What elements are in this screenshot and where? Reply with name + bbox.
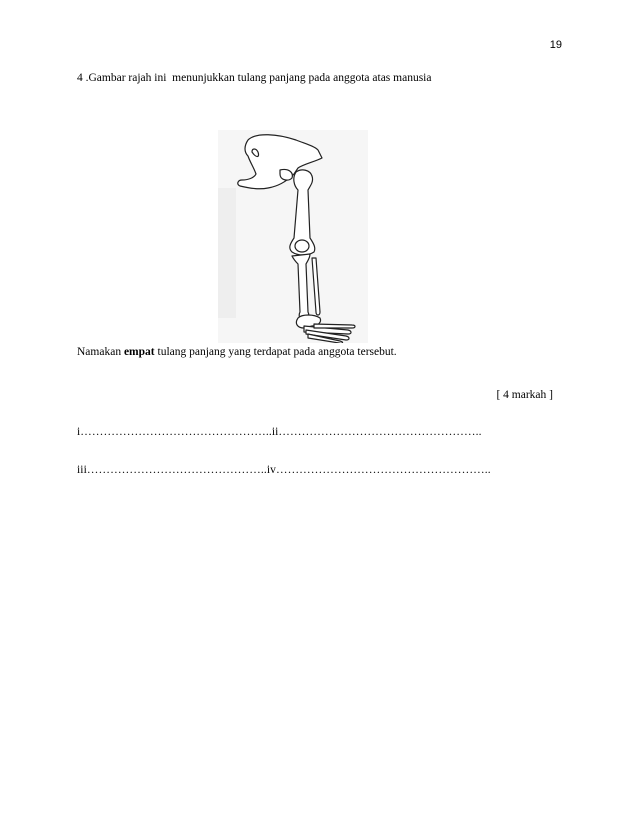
leg-bone-skeleton-illustration — [218, 128, 368, 343]
marks-label: [ 4 markah ] — [496, 389, 553, 401]
instruction-before: Namakan — [77, 346, 124, 358]
answer-line-i-ii[interactable]: i…………………………………………..ii…………………………………………….. — [77, 426, 482, 438]
page-number: 19 — [549, 39, 562, 51]
question-text: 4 .Gambar rajah ini menunjukkan tulang panjang pada anggota atas manusia — [77, 72, 432, 84]
instruction-after: tulang panjang yang terdapat pada anggota tersebut. — [154, 346, 397, 358]
instruction-text — [77, 346, 397, 358]
instruction-bold: empat — [123, 346, 155, 358]
answer-line-iii-iv[interactable]: iii………………………………………..iv……………………………………………….. — [77, 464, 491, 476]
leg-bone-figure — [218, 128, 368, 343]
